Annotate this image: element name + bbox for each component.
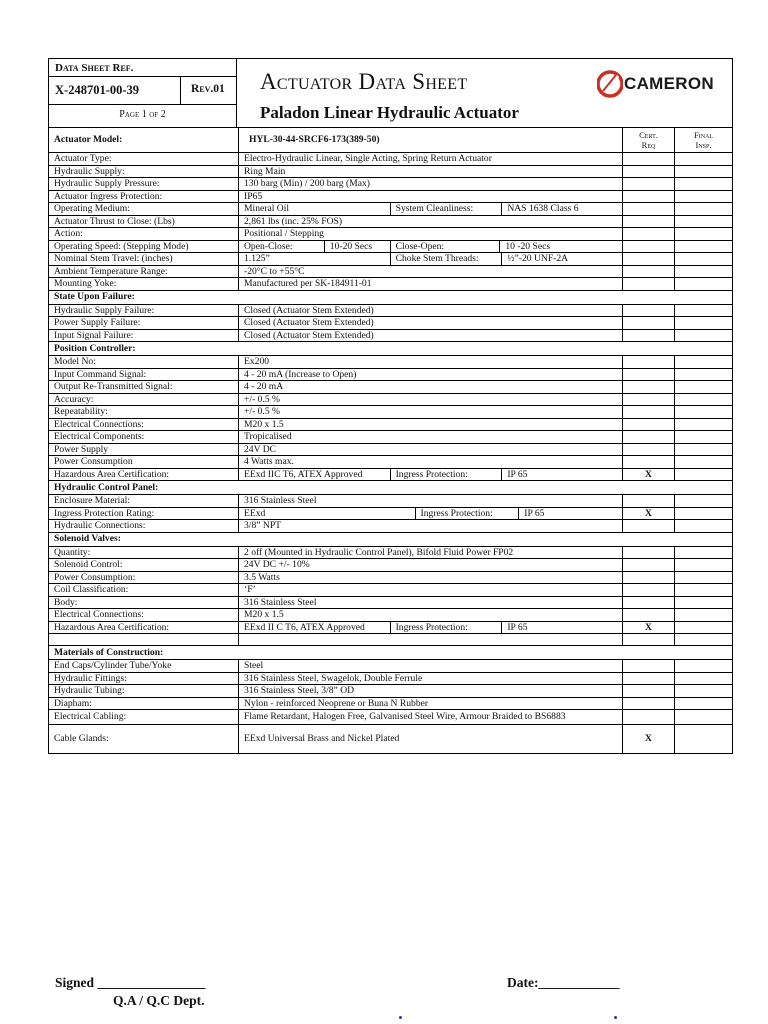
actuator-spec-table: [48, 127, 733, 754]
qa-dept-label: Q.A / Q.C Dept.: [113, 993, 205, 1008]
spec-value: M20 x 1.5: [244, 609, 284, 620]
spec-label: Output Re-Transmitted Signal:: [49, 381, 239, 393]
spec-label: Hydraulic Fittings:: [49, 673, 239, 685]
spec-value-segment: 10 -20 Secs: [505, 240, 551, 252]
final-insp-cell: [675, 559, 732, 571]
spec-value: Flame Retardant, Halogen Free, Galvanised Steel Wire, Armour Braided to BS6883: [244, 711, 566, 723]
final-insp-cell: [675, 394, 732, 406]
spec-value: 4 - 20 mA: [244, 381, 284, 392]
spec-value: Closed (Actuator Stem Extended): [244, 329, 374, 341]
spec-value: -20°C to +55°C: [244, 265, 305, 277]
spec-value: IP65: [244, 190, 263, 202]
spec-label: End Caps/Cylinder Tube/Yoke: [49, 660, 239, 672]
table-row: [49, 520, 732, 533]
spec-value-segment: Ingress Protection:: [391, 469, 503, 481]
datasheet-header: [48, 58, 733, 128]
scan-dot: [399, 1016, 402, 1019]
spec-label: Hazardous Area Certification:: [49, 469, 239, 481]
final-insp-cell: [675, 609, 732, 621]
spec-value: Nylon - reinforced Neoprene or Buna N Rubber: [244, 697, 429, 709]
spec-label: Cable Glands:: [49, 725, 239, 753]
spec-value: 24V DC +/- 10%: [244, 559, 310, 570]
final-insp-cell: [675, 216, 732, 228]
spec-label: Electrical Components:: [49, 431, 239, 443]
final-insp-cell: [675, 685, 732, 697]
cert-req-cell: [623, 278, 675, 290]
table-row: [49, 266, 732, 279]
spec-value: 316 Stainless Steel, Swagelok, Double Ferrule: [244, 672, 423, 684]
spec-value: ‘F’: [244, 584, 256, 595]
section-title: Solenoid Valves:: [54, 533, 121, 545]
spec-label: Hydraulic Supply Pressure:: [49, 178, 239, 190]
spec-label: Power Consumption:: [49, 572, 239, 584]
cert-req-cell: X: [623, 725, 675, 753]
spec-label: Hydraulic Tubing:: [49, 685, 239, 697]
spec-label: Accuracy:: [49, 394, 239, 406]
final-insp-cell: [675, 725, 732, 753]
page-subtitle: Paladon Linear Hydraulic Actuator: [260, 103, 519, 122]
final-insp-cell: [675, 153, 732, 165]
table-row: [49, 469, 732, 482]
final-insp-cell: [675, 469, 732, 481]
spec-value: Closed (Actuator Stem Extended): [244, 304, 374, 316]
spec-value-segment: 1.125”: [239, 253, 391, 265]
cert-req-cell: [623, 228, 675, 240]
table-row: [49, 685, 732, 698]
cert-req-cell: [623, 153, 675, 165]
final-insp-cell: [675, 166, 732, 178]
final-insp-cell: [675, 305, 732, 317]
table-row: [49, 166, 732, 179]
date-line: Date:____________: [507, 975, 620, 990]
spec-value: 3.5 Watts: [244, 571, 280, 583]
table-row: [49, 178, 732, 191]
spec-label: Input Command Signal:: [49, 369, 239, 381]
table-row: [49, 673, 732, 686]
cameron-logo-mark-icon: [597, 70, 623, 98]
cert-req-cell: [623, 547, 675, 559]
final-insp-cell: [675, 710, 732, 724]
final-insp-cell: [675, 431, 732, 443]
spec-value-segment: IP 65: [507, 468, 528, 480]
cert-req-cell: [623, 241, 675, 253]
table-row: [49, 381, 732, 394]
table-row: [49, 547, 732, 560]
spec-label: Ambient Temperature Range:: [49, 266, 239, 278]
spec-value: Closed (Actuator Stem Extended): [244, 317, 374, 328]
final-insp-cell: [675, 369, 732, 381]
page-title: Actuator Data Sheet: [260, 69, 468, 94]
final-insp-cell: [675, 660, 732, 672]
final-insp-cell: [675, 698, 732, 710]
scan-dot: [614, 1016, 617, 1019]
cert-req-cell: [623, 660, 675, 672]
spec-value-segment: ½”-20 UNF-2A: [507, 253, 569, 264]
table-row: [49, 431, 732, 444]
final-insp-cell: [675, 356, 732, 368]
spec-value: +/- 0.5 %: [244, 393, 281, 405]
cert-req-cell: [623, 381, 675, 393]
cert-req-cell: [623, 559, 675, 571]
final-insp-cell: [675, 228, 732, 240]
final-insp-cell: [675, 241, 732, 253]
section-header-row: [49, 533, 732, 547]
final-insp-cell: [675, 406, 732, 418]
final-insp-header: Final Insp.: [693, 130, 714, 150]
cert-req-cell: [623, 431, 675, 443]
cameron-logo-text: CAMERON: [624, 74, 714, 93]
spec-label: Actuator Type:: [49, 153, 239, 165]
final-insp-cell: [675, 253, 732, 265]
spec-value: 2 off (Mounted in Hydraulic Control Panel), Bifold Fluid Power FP02: [244, 546, 514, 558]
final-insp-cell: [675, 456, 732, 468]
table-row: [49, 660, 732, 673]
spec-value: +/- 0.5 %: [244, 406, 281, 417]
table-row: [49, 191, 732, 204]
spec-value: EExd Universal Brass and Nickel Plated: [244, 733, 400, 745]
final-insp-cell: [675, 317, 732, 329]
final-insp-cell: [675, 381, 732, 393]
final-insp-cell: [675, 203, 732, 215]
table-row: [49, 241, 732, 254]
cert-req-cell: [623, 419, 675, 431]
spec-label: Electrical Cabling:: [49, 710, 239, 724]
spec-label: Actuator Ingress Protection:: [49, 191, 239, 203]
cert-req-cell: [623, 609, 675, 621]
section-title: State Upon Failure:: [54, 291, 135, 303]
spec-label: Hydraulic Supply:: [49, 166, 239, 178]
cert-req-cell: [623, 178, 675, 190]
spec-label: Ingress Protection Rating:: [49, 508, 239, 520]
table-row: [49, 444, 732, 457]
spec-value-segment: EExd: [239, 508, 416, 520]
spec-value: Manufactured per SK-184911-01: [244, 278, 372, 289]
table-row: [49, 369, 732, 382]
table-row: [49, 698, 732, 711]
table-row: [49, 508, 732, 521]
table-row: [49, 725, 732, 753]
spec-label: Power Supply: [49, 444, 239, 456]
table-row: [49, 572, 732, 585]
section-title: Hydraulic Control Panel:: [54, 481, 159, 493]
table-row: [49, 419, 732, 432]
cert-req-cell: [623, 203, 675, 215]
table-row: [49, 456, 732, 469]
page-indicator: Page 1 of 2: [119, 109, 166, 120]
spec-value-segment: NAS 1638 Class 6: [507, 203, 579, 214]
final-insp-cell: [675, 444, 732, 456]
cert-req-cell: [623, 520, 675, 532]
cert-req-cell: [623, 216, 675, 228]
table-row: [49, 203, 732, 216]
cert-req-cell: [623, 305, 675, 317]
cert-req-cell: [623, 673, 675, 685]
spec-value: 24V DC: [244, 443, 277, 455]
spec-label: Power Supply Failure:: [49, 317, 239, 329]
cert-req-cell: X: [623, 508, 675, 520]
spec-label: Input Signal Failure:: [49, 330, 239, 342]
spec-label: Power Consumption: [49, 456, 239, 468]
final-insp-cell: [675, 520, 732, 532]
spec-value-segment: Ingress Protection:: [416, 508, 520, 520]
spec-value: 130 barg (Min) / 200 barg (Max): [244, 178, 370, 189]
table-row: [49, 216, 732, 229]
data-sheet-ref-label: Data Sheet Ref.: [55, 62, 134, 74]
table-header-row: [49, 128, 732, 153]
cert-req-cell: [623, 369, 675, 381]
data-sheet-ref-number: X-248701-00-39: [55, 83, 140, 97]
cert-req-cell: [623, 330, 675, 342]
spec-label: Enclosure Material:: [49, 495, 239, 507]
table-row: [49, 495, 732, 508]
table-row: [49, 559, 732, 572]
final-insp-cell: [675, 278, 732, 290]
cert-req-cell: [623, 444, 675, 456]
actuator-model-value: HYL-30-44-SRCF6-173(389-50): [249, 134, 380, 146]
spec-label: Nominal Stem Travel: (inches): [49, 253, 239, 265]
section-header-row: [49, 646, 732, 660]
spec-label: Hydraulic Connections:: [49, 520, 239, 532]
spec-value-segment: IP 65: [507, 621, 528, 633]
table-row: [49, 330, 732, 343]
spec-label: Model No:: [49, 356, 239, 368]
cert-req-cell: X: [623, 622, 675, 634]
section-title: Position Controller:: [54, 342, 136, 354]
spec-value-segment: Ingress Protection:: [391, 622, 503, 634]
spec-value: Ex200: [244, 356, 270, 367]
spec-label: [49, 634, 239, 645]
spec-value: 316 Stainless Steel: [244, 596, 317, 608]
spec-value-segment: Close-Open:: [391, 241, 501, 253]
final-insp-cell: [675, 673, 732, 685]
spec-label: Body:: [49, 597, 239, 609]
cert-req-cell: [623, 597, 675, 609]
spec-value: 4 - 20 mA (Increase to Open): [244, 368, 357, 380]
spec-value: [239, 634, 244, 645]
spec-value: 3/8” NPT: [244, 520, 282, 531]
section-header-row: [49, 291, 732, 305]
spec-label: Operating Speed: (Stepping Mode): [49, 241, 239, 253]
table-row: [49, 356, 732, 369]
cert-req-cell: [623, 710, 675, 724]
table-row: [49, 406, 732, 419]
final-insp-cell: [675, 419, 732, 431]
cameron-logo: [597, 67, 725, 101]
final-insp-cell: [675, 634, 732, 645]
cert-req-cell: [623, 584, 675, 596]
table-row: [49, 228, 732, 241]
spec-value: M20 x 1.5: [244, 418, 284, 430]
spec-value-segment: EExd II C T6, ATEX Approved: [239, 622, 391, 634]
spec-value: Steel: [244, 660, 264, 671]
spec-value: 4 Watts max.: [244, 456, 294, 467]
spec-value: Tropicalised: [244, 431, 292, 442]
table-row: [49, 317, 732, 330]
spec-value-segment: Open-Close:: [239, 241, 325, 253]
spec-value: 316 Stainless Steel: [244, 495, 317, 506]
spec-value: Positional / Stepping: [244, 228, 324, 239]
cert-req-cell: [623, 394, 675, 406]
spec-value: 316 Stainless Steel, 3/8” OD: [244, 685, 355, 696]
actuator-model-label: Actuator Model:: [49, 128, 239, 152]
spec-value: 2,861 lbs (inc. 25% FOS): [244, 215, 343, 227]
spec-label: Diapham:: [49, 698, 239, 710]
final-insp-cell: [675, 622, 732, 634]
table-row: [49, 609, 732, 622]
spec-value-segment: EExd IIC T6, ATEX Approved: [239, 469, 391, 481]
table-row: [49, 278, 732, 291]
spec-label: Quantity:: [49, 547, 239, 559]
section-header-row: [49, 481, 732, 495]
cert-req-cell: [623, 406, 675, 418]
final-insp-cell: [675, 178, 732, 190]
cert-req-cell: X: [623, 469, 675, 481]
table-row: [49, 153, 732, 166]
spec-value: Electro-Hydraulic Linear, Single Acting, Spring Return Actuator: [244, 153, 492, 164]
cert-req-cell: [623, 317, 675, 329]
spec-label: Action:: [49, 228, 239, 240]
spec-value-segment: Mineral Oil: [239, 203, 391, 215]
spec-label: Actuator Thrust to Close: (Lbs): [49, 216, 239, 228]
spec-value-segment: IP 65: [524, 507, 545, 519]
table-row: [49, 394, 732, 407]
section-title: Materials of Construction:: [54, 646, 164, 658]
signed-line: Signed ________________: [55, 975, 206, 990]
final-insp-cell: [675, 266, 732, 278]
cert-req-cell: [623, 456, 675, 468]
table-row: [49, 597, 732, 610]
table-row: [49, 622, 732, 635]
spec-label: Operating Medium:: [49, 203, 239, 215]
revision-label: Rev.01: [191, 83, 225, 95]
blank-row: [49, 634, 732, 646]
spec-label: Mounting Yoke:: [49, 278, 239, 290]
final-insp-cell: [675, 495, 732, 507]
table-row: [49, 710, 732, 725]
final-insp-cell: [675, 597, 732, 609]
spec-value: Ring Main: [244, 165, 286, 177]
cert-req-cell: [623, 495, 675, 507]
spec-label: Solenoid Control:: [49, 559, 239, 571]
spec-label: Hazardous Area Certification:: [49, 622, 239, 634]
spec-label: Repeatability:: [49, 406, 239, 418]
cert-req-cell: [623, 685, 675, 697]
spec-value-segment: System Cleanliness:: [391, 203, 503, 215]
cert-req-cell: [623, 253, 675, 265]
spec-label: Electrical Connections:: [49, 609, 239, 621]
final-insp-cell: [675, 547, 732, 559]
final-insp-cell: [675, 584, 732, 596]
table-row: [49, 305, 732, 318]
cert-req-cell: [623, 191, 675, 203]
cert-req-cell: [623, 634, 675, 645]
cert-req-cell: [623, 572, 675, 584]
spec-label: Hydraulic Supply Failure:: [49, 305, 239, 317]
final-insp-cell: [675, 508, 732, 520]
spec-label: Electrical Connections:: [49, 419, 239, 431]
spec-value-segment: Choke Stem Threads:: [391, 253, 503, 265]
cert-req-cell: [623, 356, 675, 368]
final-insp-cell: [675, 330, 732, 342]
cert-req-cell: [623, 166, 675, 178]
table-row: [49, 584, 732, 597]
cert-req-header: Cert. Req: [623, 128, 675, 152]
final-insp-cell: [675, 572, 732, 584]
table-row: [49, 253, 732, 266]
spec-value-segment: 10-20 Secs: [325, 241, 391, 253]
final-insp-cell: [675, 191, 732, 203]
cert-req-cell: [623, 266, 675, 278]
cert-req-cell: [623, 698, 675, 710]
spec-label: Coil Classification:: [49, 584, 239, 596]
section-header-row: [49, 342, 732, 356]
